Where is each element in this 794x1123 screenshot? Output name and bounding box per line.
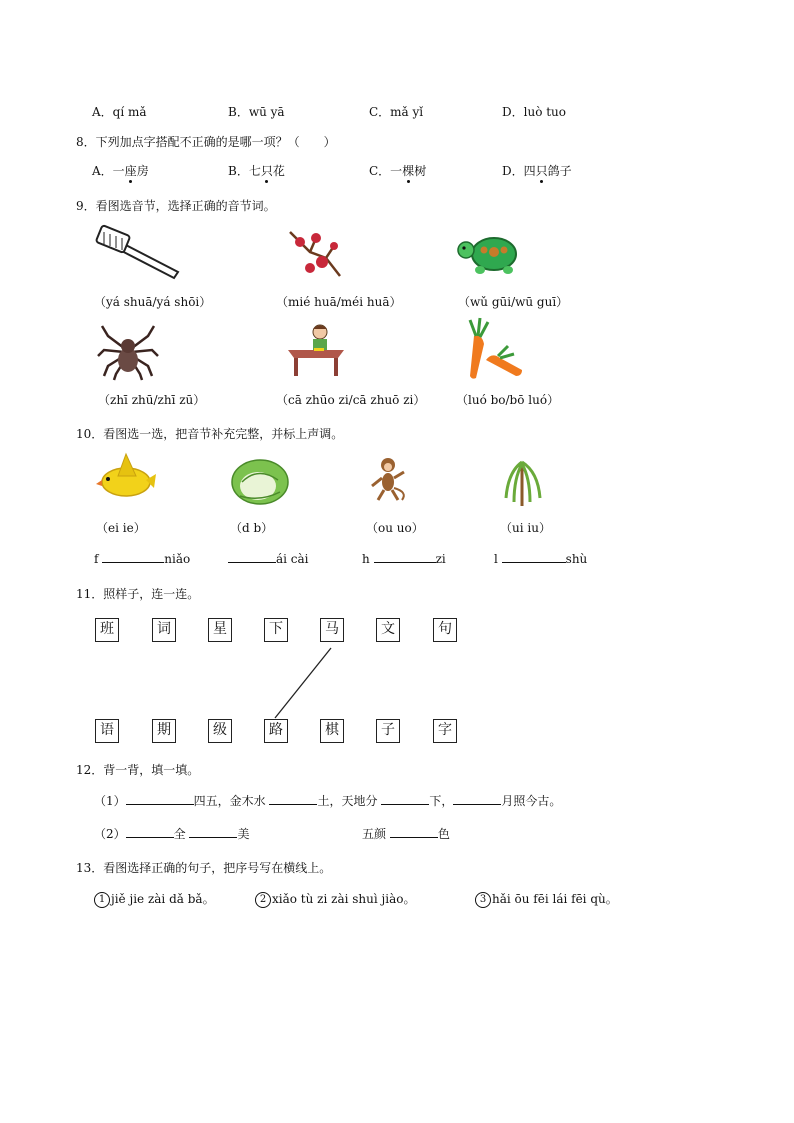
q10-stem: 10．看图选一选，把音节补充完整，并标上声调。 bbox=[76, 427, 344, 441]
q7-option-b: B．wū yā bbox=[228, 105, 285, 119]
q10-choice-2: （d b） bbox=[230, 521, 274, 535]
q8-option-b: B．七只花 bbox=[228, 164, 285, 178]
q8-option-a: A．一座房 bbox=[92, 164, 149, 178]
q12-blank-4[interactable] bbox=[453, 793, 501, 805]
bottom-char-box-6[interactable]: 子 bbox=[376, 719, 400, 743]
top-char-box-5[interactable]: 马 bbox=[320, 618, 344, 642]
q10-fill-4: l shù bbox=[494, 552, 588, 566]
q10-fill-3: h zi bbox=[362, 552, 446, 566]
circled-number-1: 1 bbox=[94, 892, 110, 908]
q10-fill-2: ái cài bbox=[228, 551, 309, 566]
q9-choice-4: （zhī zhū/zhī zū） bbox=[98, 393, 206, 407]
bottom-char-box-4[interactable]: 路 bbox=[264, 719, 288, 743]
q13-option-2: 2 xiǎo tù zi zài shuì jiào。 bbox=[255, 890, 415, 908]
top-char-box-1[interactable]: 班 bbox=[95, 618, 119, 642]
top-char-box-2[interactable]: 词 bbox=[152, 618, 176, 642]
q11-stem: 11．照样子，连一连。 bbox=[76, 587, 200, 601]
q9-choice-6: （luó bo/bō luó） bbox=[456, 393, 560, 407]
bottom-char-box-2[interactable]: 期 bbox=[152, 719, 176, 743]
q13-option-1: 1 jiě jie zài dǎ bǎ。 bbox=[94, 890, 215, 908]
circled-number-3: 3 bbox=[475, 892, 491, 908]
top-char-box-6[interactable]: 文 bbox=[376, 618, 400, 642]
q9-choice-2: （mié huā/méi huā） bbox=[276, 295, 402, 309]
q9-choice-5: （cā zhūo zi/cā zhuō zi） bbox=[276, 393, 426, 407]
q12-blank-2[interactable] bbox=[269, 793, 317, 805]
q10-choice-3: （ou uo） bbox=[366, 521, 424, 535]
bottom-char-box-3[interactable]: 级 bbox=[208, 719, 232, 743]
q12-blank-6[interactable] bbox=[189, 826, 237, 838]
q8-stem: 8．下列加点字搭配不正确的是哪一项？（ ） bbox=[76, 135, 336, 149]
q10-choice-4: （ui iu） bbox=[500, 521, 551, 535]
q12-stem: 12．背一背，填一填。 bbox=[76, 763, 200, 777]
q12-blank-3[interactable] bbox=[381, 793, 429, 805]
q8-option-c: C．一棵树 bbox=[369, 164, 427, 178]
bottom-char-box-5[interactable]: 棋 bbox=[320, 719, 344, 743]
q9-choice-3: （wǔ gūi/wū guī） bbox=[458, 295, 569, 309]
q12-line-2b: 五颜 色 bbox=[362, 827, 450, 841]
q12-blank-1[interactable] bbox=[126, 793, 194, 805]
top-char-box-3[interactable]: 星 bbox=[208, 618, 232, 642]
bottom-char-box-7[interactable]: 字 bbox=[433, 719, 457, 743]
q8-option-d: D．四只鸽子 bbox=[502, 164, 572, 178]
q13-option-3: 3 hǎi ōu fēi lái fēi qù。 bbox=[475, 890, 618, 908]
top-char-box-4[interactable]: 下 bbox=[264, 618, 288, 642]
q9-choice-1: （yá shuā/yá shōi） bbox=[94, 295, 212, 309]
q12-blank-5[interactable] bbox=[126, 826, 174, 838]
q12-line-1: （1） 四五，金木水 土，天地分 下， 月照今古。 bbox=[94, 794, 562, 808]
q7-option-a: A．qí mǎ bbox=[92, 105, 147, 119]
q7-option-c: C．mǎ yǐ bbox=[369, 105, 424, 119]
q12-line-2: （2） 全 美 bbox=[94, 827, 250, 841]
q10-fill-1: f niǎo bbox=[94, 552, 191, 566]
q9-stem: 9．看图选音节，选择正确的音节词。 bbox=[76, 199, 276, 213]
top-char-box-7[interactable]: 句 bbox=[433, 618, 457, 642]
circled-number-2: 2 bbox=[255, 892, 271, 908]
q12-blank-7[interactable] bbox=[390, 826, 438, 838]
q10-choice-1: （ei ie） bbox=[96, 521, 146, 535]
bottom-char-box-1[interactable]: 语 bbox=[95, 719, 119, 743]
q13-stem: 13．看图选择正确的句子，把序号写在横线上。 bbox=[76, 861, 332, 875]
q7-option-d: D．luò tuo bbox=[502, 105, 567, 119]
